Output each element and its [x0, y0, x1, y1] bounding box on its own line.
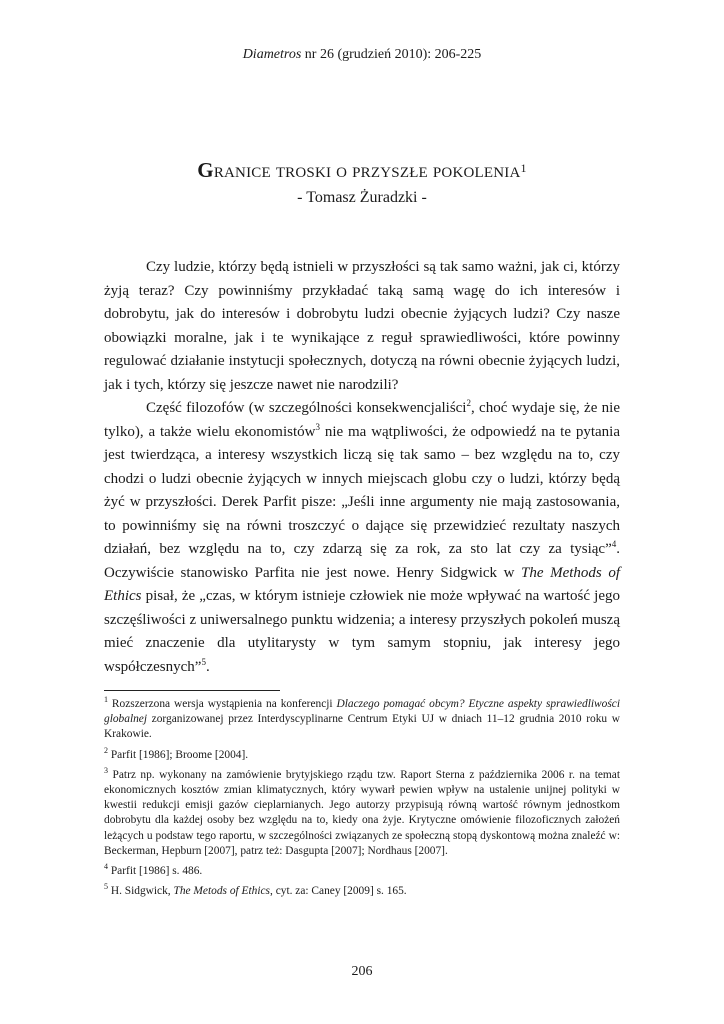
journal-name: Diametros — [242, 47, 302, 62]
author-line: - Tomasz Żuradzki - — [297, 189, 427, 206]
page-number: 206 — [351, 964, 373, 979]
title-initial: G — [197, 158, 214, 182]
footnote-3: $^3$ Patrz np. wykonany na zamówienie brytyjskiego rządu tzw. Raport Sterna z października 2006 r. na temat ekonomicznych kosztów zmian klimatycznych, który wywarł pewien wpływ na ustalenie unijnej polityki w kwestii redukcji emisji gazów cieplarnianych. Jego autorzy przypisują równą wartość równym jednostkom dobrobytu dla każdej osoby bez względu na to, kiedy ona żyje. Krytyczne omówienie filozoficznych założeń leżących u podstaw tego raportu, w szczególności związanych ze społeczną stopą dyskontową można znaleźć w: Beckerman, Hepburn [2007], patrz też: Dasgupta [2007]; Nordhaus [2007]. — [104, 766, 620, 857]
footnote-4: $^4$ Parfit [1986] s. 486. — [104, 862, 203, 878]
footnote-separator — [104, 690, 280, 691]
footnote-ref-4[interactable]: 4 — [611, 539, 617, 549]
article-title — [0, 158, 724, 184]
issue-info: nr 26 (grudzień 2010): 206-225 — [304, 47, 482, 62]
footnote-ref-3[interactable]: 3 — [315, 421, 320, 432]
title-footnote-mark[interactable]: 1 — [520, 161, 527, 175]
running-header — [0, 46, 724, 64]
footnote-1: $^1$ Rozszerzona wersja wystąpienia na konferencji Dlaczego pomagać obcym? Etyczne aspekty sprawiedliwości globalnej zorganizowanej przez Interdyscyplinarne Centrum Etyki UJ w dniach 11–12 grudnia 2010 roku w Krakowie. — [104, 695, 621, 741]
title-word: troski — [275, 158, 332, 182]
footnote-2: $^2$ Parfit [1986]; Broome [2004]. — [104, 745, 249, 761]
footnote-ref-2[interactable]: 2 — [466, 398, 471, 408]
footnote-ref-5[interactable]: 5 — [201, 656, 206, 667]
book-title: The Methods of Ethics — [104, 564, 620, 604]
paragraph-1: Czy ludzie, którzy będą istnieli w przyszłości są tak samo ważni, jak ci, którzy żyją teraz? Czy powinniśmy przykładać taką samą wagę do ich interesów i dobrobytu, jak do interesów i dobrobytu ludzi obecnie żyjących ludzi? Czy nasze obowiązki moralne, jak i te wynikające z reguł sprawiedliwości, które powinny regulować działanie instytucji społecznych, dotyczą na równi obecnie żyjących ludzi, jak i tych, którzy się jeszcze nawet nie narodzili? — [104, 259, 620, 393]
title-word: o — [336, 158, 348, 182]
title-word: pokolenia — [432, 158, 521, 182]
footnote-5: $^5$ H. Sidgwick, The Metods of Ethics, cyt. za: Caney [2009] s. 165. — [104, 882, 407, 898]
paragraph-2: Część filozofów (w szczególności konsekwencjaliści$^2$, choć wydaje się, że nie tylko), a także wielu ekonomistów$^3$ nie ma wątpliwości, że odpowiedź na te pytania jest twierdząca, a interesy wszystkich liczą się tak samo – bez względu na to, czy chodzi o ludzi obecnie żyjących w innych miejscach globu czy o ludzi, którzy będą żyć w przyszłości. Derek Parfit pisze: „Jeśli inne argumenty nie mają zastosowania, to powinniśmy się na równi troszczyć o dające się przewidzieć rezultaty naszych działań, bez względu na to, czy zdarzą się za rok, za sto lat czy za tysiąc”$^4$. Oczywiście stanowisko Parfita nie jest nowe. Henry Sidgwick w The Methods of Ethics pisał, że „czas, w którym istnieje człowiek nie może wpływać na wartość jego szczęśliwości z uniwersalnego punktu widzenia; a interesy przyszłych pokoleń muszą mieć znaczenie dla utylitarysty w tym samym stopniu, jak interesy jego współczesnych”$^5$. — [104, 398, 620, 675]
title-word: przyszłe — [352, 158, 428, 182]
footnotes — [104, 697, 620, 904]
title-word: ranice — [213, 158, 271, 182]
body-text — [104, 256, 620, 679]
